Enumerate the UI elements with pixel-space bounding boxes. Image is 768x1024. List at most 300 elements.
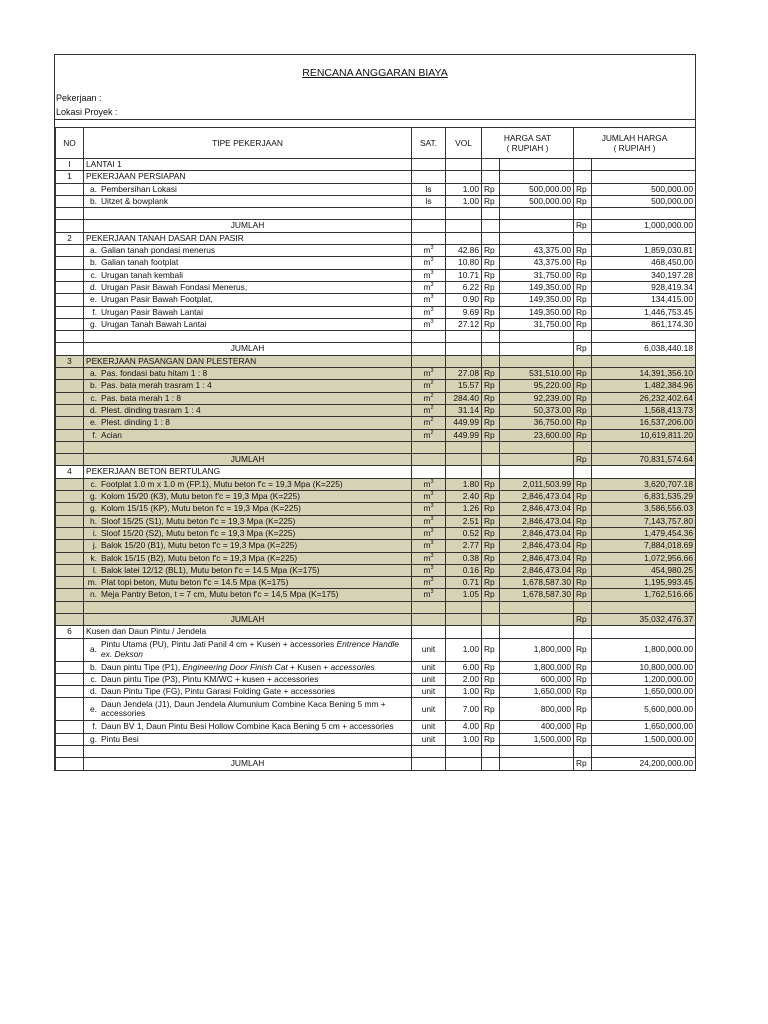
item-text xyxy=(101,257,178,268)
empty-cell xyxy=(500,466,574,478)
item-description-wrap xyxy=(86,686,409,697)
header-volume: VOL xyxy=(446,128,482,159)
unit-cell xyxy=(412,318,446,330)
empty-cell xyxy=(56,441,84,453)
item-description-wrap xyxy=(86,184,409,195)
empty-cell xyxy=(592,331,696,343)
empty-cell xyxy=(446,454,482,466)
item-description-wrap xyxy=(86,721,409,732)
volume: 0.90 xyxy=(446,294,482,306)
item-description xyxy=(84,698,412,721)
volume: 2.51 xyxy=(446,515,482,527)
total-currency: Rp xyxy=(574,515,592,527)
unit-exponent: 3 xyxy=(430,540,434,547)
unit: m xyxy=(423,503,431,514)
total-price: 340,197.28 xyxy=(592,269,696,281)
table-row xyxy=(56,686,696,698)
row-number xyxy=(56,269,84,281)
item-text xyxy=(101,686,335,697)
unit-exponent: 3 xyxy=(430,478,434,485)
empty-cell xyxy=(446,441,482,453)
empty-cell xyxy=(592,208,696,220)
item-letter: g. xyxy=(90,491,97,502)
unit-exponent: 3 xyxy=(430,552,434,559)
item-description xyxy=(84,195,412,207)
unit-exponent: 3 xyxy=(430,527,434,534)
unit: m xyxy=(423,552,431,563)
unit-cell xyxy=(412,245,446,257)
row-number xyxy=(56,515,84,527)
unit: m xyxy=(423,564,431,575)
item-label: Pintu Besi xyxy=(101,733,139,744)
volume: 6.00 xyxy=(446,661,482,673)
unit-cell xyxy=(412,478,446,490)
total-currency: Rp xyxy=(574,758,592,770)
row-number: 2 xyxy=(56,232,84,244)
price-currency: Rp xyxy=(482,281,500,293)
total-price: 1,762,516.66 xyxy=(592,589,696,601)
unit-cell xyxy=(412,577,446,589)
unit-cell xyxy=(412,673,446,685)
unit: m xyxy=(423,318,431,329)
unit: m xyxy=(423,515,431,526)
unit-price: 95,220.00 xyxy=(500,380,574,392)
empty-cell xyxy=(592,626,696,638)
empty-cell xyxy=(592,232,696,244)
empty-cell xyxy=(412,208,446,220)
item-description-wrap xyxy=(86,528,409,539)
item-text xyxy=(101,589,338,600)
table-row xyxy=(56,564,696,576)
item-text xyxy=(101,380,212,391)
total-currency: Rp xyxy=(574,552,592,564)
table-row xyxy=(56,478,696,490)
total-price: 26,232,402.64 xyxy=(592,392,696,404)
total-currency: Rp xyxy=(574,540,592,552)
volume: 10.80 xyxy=(446,257,482,269)
empty-cell xyxy=(446,746,482,758)
empty-cell xyxy=(592,441,696,453)
item-letter: i. xyxy=(92,527,97,538)
table-row xyxy=(56,698,696,721)
unit: m xyxy=(423,527,431,538)
price-currency: Rp xyxy=(482,478,500,490)
empty-cell xyxy=(482,613,500,625)
item-label: Pas. bata merah trasram 1 : 4 xyxy=(101,380,212,391)
total-currency: Rp xyxy=(574,564,592,576)
item-description-wrap xyxy=(86,257,409,268)
empty-cell xyxy=(56,331,84,343)
empty-cell xyxy=(500,220,574,232)
header-jumlah-harga xyxy=(574,128,696,159)
unit-exponent: 3 xyxy=(430,245,434,252)
unit-price: 23,600.00 xyxy=(500,429,574,441)
price-currency: Rp xyxy=(482,183,500,195)
row-number xyxy=(56,758,84,770)
empty-cell xyxy=(412,355,446,367)
item-description xyxy=(84,552,412,564)
item-description-wrap xyxy=(86,282,409,293)
total-currency: Rp xyxy=(574,721,592,733)
table-row xyxy=(56,540,696,552)
unit-exponent: 2 xyxy=(430,417,434,424)
unit: unit xyxy=(421,703,436,714)
volume: 1.00 xyxy=(446,195,482,207)
item-description xyxy=(84,257,412,269)
price-currency: Rp xyxy=(482,638,500,661)
unit-price: 1,500,000 xyxy=(500,733,574,745)
header-jumlah-line1: JUMLAH HARGA xyxy=(601,133,668,143)
item-text xyxy=(101,503,301,514)
item-description xyxy=(84,527,412,539)
total-currency: Rp xyxy=(574,589,592,601)
empty-cell xyxy=(446,355,482,367)
volume: 2.77 xyxy=(446,540,482,552)
item-label: Uitzet & bowplank xyxy=(101,195,169,206)
item-letter: b. xyxy=(90,257,97,268)
table-row xyxy=(56,552,696,564)
total-price: 7,884,018.69 xyxy=(592,540,696,552)
row-number xyxy=(56,673,84,685)
unit: m xyxy=(423,404,431,415)
row-number: 3 xyxy=(56,355,84,367)
item-letter: f. xyxy=(92,721,97,732)
table-row xyxy=(56,638,696,661)
item-label: Kolom 15/20 (K3), Mutu beton f'c = 19,3 Mpa (K=225) xyxy=(101,491,300,502)
unit-cell xyxy=(412,392,446,404)
subtotal-row xyxy=(56,343,696,355)
total-currency: Rp xyxy=(574,454,592,466)
item-label: Daun Pintu Tipe (FG), Pintu Garasi Folding Gate + accessories xyxy=(101,686,335,697)
item-text xyxy=(101,516,295,527)
empty-cell xyxy=(574,355,592,367)
section-title: Kusen dan Daun Pintu / Jendela xyxy=(84,626,412,638)
empty-cell xyxy=(482,601,500,613)
empty-cell xyxy=(500,331,574,343)
unit-cell xyxy=(412,368,446,380)
price-currency: Rp xyxy=(482,404,500,416)
item-letter: a. xyxy=(90,643,97,654)
item-description-wrap xyxy=(86,734,409,745)
total-price: 7,143,757.80 xyxy=(592,515,696,527)
table-header-row xyxy=(56,128,696,159)
total-price: 1,800,000.00 xyxy=(592,638,696,661)
item-text xyxy=(101,662,375,673)
subtotal-label: JUMLAH xyxy=(84,613,412,625)
item-description xyxy=(84,404,412,416)
item-label: Plat topi beton, Mutu beton f'c = 14.5 Mpa (K=175) xyxy=(101,577,289,588)
item-label-tail: + Kusen + xyxy=(287,661,331,672)
row-number xyxy=(56,257,84,269)
total-price: 1,446,753.45 xyxy=(592,306,696,318)
blank-row xyxy=(56,331,696,343)
unit-price: 1,800,000 xyxy=(500,638,574,661)
unit-cell xyxy=(412,527,446,539)
volume: 6.22 xyxy=(446,281,482,293)
item-letter: a. xyxy=(90,368,97,379)
item-description xyxy=(84,281,412,293)
item-description-wrap xyxy=(86,491,409,502)
unit-price: 149,350.00 xyxy=(500,306,574,318)
item-text xyxy=(101,307,203,318)
item-label: Pas. bata merah 1 : 8 xyxy=(101,392,182,403)
total-currency: Rp xyxy=(574,577,592,589)
unit-price: 2,846,473.04 xyxy=(500,540,574,552)
spacer-row xyxy=(55,119,695,127)
table-row xyxy=(56,195,696,207)
volume: 1.00 xyxy=(446,733,482,745)
pekerjaan-label: Pekerjaan : xyxy=(56,93,102,103)
item-letter: g. xyxy=(90,503,97,514)
total-price: 1,200,000.00 xyxy=(592,673,696,685)
total-price: 5,600,000.00 xyxy=(592,698,696,721)
table-row xyxy=(56,368,696,380)
volume: 4.00 xyxy=(446,721,482,733)
empty-cell xyxy=(500,355,574,367)
empty-cell xyxy=(482,159,500,171)
item-description xyxy=(84,733,412,745)
unit: m xyxy=(423,294,431,305)
total-price: 1,479,454.36 xyxy=(592,527,696,539)
item-description-wrap xyxy=(86,368,409,379)
section-row xyxy=(56,171,696,183)
item-label: Footplat 1.0 m x 1.0 m (FP.1), Mutu beton f'c = 19,3 Mpa (K=225) xyxy=(101,478,343,489)
item-description-wrap xyxy=(86,700,409,719)
unit: unit xyxy=(421,673,436,684)
item-text xyxy=(101,721,394,732)
unit-cell xyxy=(412,686,446,698)
empty-cell xyxy=(574,232,592,244)
item-letter: c. xyxy=(90,269,97,280)
row-number xyxy=(56,552,84,564)
item-letter: b. xyxy=(90,380,97,391)
empty-cell xyxy=(574,171,592,183)
empty-cell xyxy=(84,441,412,453)
empty-cell xyxy=(446,758,482,770)
subtotal-row xyxy=(56,758,696,770)
item-text xyxy=(101,540,297,551)
empty-cell xyxy=(592,466,696,478)
item-letter: a. xyxy=(90,183,97,194)
price-currency: Rp xyxy=(482,540,500,552)
total-currency: Rp xyxy=(574,392,592,404)
item-label: Galian tanah footplat xyxy=(101,257,179,268)
unit-price: 43,375.00 xyxy=(500,257,574,269)
item-label: Kolom 15/15 (KP), Mutu beton f'c = 19,3 Mpa (K=225) xyxy=(101,503,301,514)
item-letter: d. xyxy=(90,686,97,697)
total-currency: Rp xyxy=(574,491,592,503)
item-text xyxy=(101,734,139,745)
total-price: 468,450.00 xyxy=(592,257,696,269)
total-currency: Rp xyxy=(574,318,592,330)
unit-exponent: 3 xyxy=(430,589,434,596)
volume: 0.52 xyxy=(446,527,482,539)
item-description-wrap xyxy=(86,417,409,428)
table-row xyxy=(56,417,696,429)
item-description-wrap xyxy=(86,503,409,514)
table-row xyxy=(56,294,696,306)
empty-cell xyxy=(412,454,446,466)
section-title: PEKERJAAN PASANGAN DAN PLESTERAN xyxy=(84,355,412,367)
volume: 1.00 xyxy=(446,183,482,195)
empty-cell xyxy=(56,208,84,220)
row-number xyxy=(56,368,84,380)
row-number xyxy=(56,733,84,745)
price-currency: Rp xyxy=(482,195,500,207)
table-row xyxy=(56,673,696,685)
table-row xyxy=(56,577,696,589)
unit-cell xyxy=(412,491,446,503)
item-letter: d. xyxy=(90,281,97,292)
item-description xyxy=(84,269,412,281)
empty-cell xyxy=(412,159,446,171)
empty-cell xyxy=(482,208,500,220)
item-label: Urugan Pasir Bawah Fondasi Menerus, xyxy=(101,281,248,292)
total-currency: Rp xyxy=(574,294,592,306)
total-price: 1,195,993.45 xyxy=(592,577,696,589)
empty-cell xyxy=(482,343,500,355)
empty-cell xyxy=(56,746,84,758)
empty-cell xyxy=(574,159,592,171)
empty-cell xyxy=(412,746,446,758)
unit: m xyxy=(423,478,431,489)
volume: 9.69 xyxy=(446,306,482,318)
unit-price: 2,846,473.04 xyxy=(500,564,574,576)
price-currency: Rp xyxy=(482,368,500,380)
item-text xyxy=(101,282,247,293)
unit: m xyxy=(423,491,431,502)
empty-cell xyxy=(574,441,592,453)
item-description xyxy=(84,491,412,503)
item-letter: d. xyxy=(90,404,97,415)
unit-price: 36,750.00 xyxy=(500,417,574,429)
blank-row xyxy=(56,441,696,453)
price-currency: Rp xyxy=(482,552,500,564)
row-number xyxy=(56,429,84,441)
unit: m xyxy=(423,380,431,391)
empty-cell xyxy=(500,601,574,613)
subtotal-value: 6,038,440.18 xyxy=(592,343,696,355)
unit: unit xyxy=(421,643,436,654)
price-currency: Rp xyxy=(482,269,500,281)
empty-cell xyxy=(500,746,574,758)
unit: unit xyxy=(421,721,436,732)
item-label-italic-2: accessories xyxy=(330,661,375,672)
item-letter: c. xyxy=(90,478,97,489)
total-price: 454,980.25 xyxy=(592,564,696,576)
empty-cell xyxy=(482,626,500,638)
empty-cell xyxy=(500,626,574,638)
price-currency: Rp xyxy=(482,577,500,589)
total-currency: Rp xyxy=(574,380,592,392)
price-currency: Rp xyxy=(482,698,500,721)
volume: 1.26 xyxy=(446,503,482,515)
item-description-wrap xyxy=(86,245,409,256)
item-description-wrap xyxy=(86,516,409,527)
item-description xyxy=(84,515,412,527)
item-label: Pas. fondasi batu hitam 1 : 8 xyxy=(101,368,208,379)
empty-cell xyxy=(592,159,696,171)
total-price: 3,586,556.03 xyxy=(592,503,696,515)
item-letter: f. xyxy=(92,306,97,317)
item-letter: b. xyxy=(90,195,97,206)
item-label: Plest. dinding 1 : 8 xyxy=(101,417,170,428)
item-description xyxy=(84,686,412,698)
table-row xyxy=(56,306,696,318)
subtotal-value: 70,831,574.64 xyxy=(592,454,696,466)
item-text xyxy=(101,674,318,685)
total-currency: Rp xyxy=(574,343,592,355)
unit-exponent: 2 xyxy=(430,404,434,411)
table-row xyxy=(56,318,696,330)
item-label: Sloof 15/20 (S2), Mutu beton f'c = 19,3 Mpa (K=225) xyxy=(101,527,296,538)
unit: ls xyxy=(425,195,432,206)
total-currency: Rp xyxy=(574,478,592,490)
empty-cell xyxy=(446,208,482,220)
item-letter: a. xyxy=(90,245,97,256)
item-text xyxy=(101,368,207,379)
subtotal-label: JUMLAH xyxy=(84,454,412,466)
item-letter: c. xyxy=(90,673,97,684)
item-text xyxy=(101,430,122,441)
unit-price: 149,350.00 xyxy=(500,294,574,306)
header-no: NO xyxy=(56,128,84,159)
header-harga-satuan xyxy=(482,128,574,159)
unit: m xyxy=(423,245,431,256)
unit-price: 2,846,473.04 xyxy=(500,552,574,564)
empty-cell xyxy=(446,331,482,343)
volume: 0.38 xyxy=(446,552,482,564)
volume: 284.40 xyxy=(446,392,482,404)
unit-exponent: 2 xyxy=(430,392,434,399)
item-description-wrap xyxy=(86,393,409,404)
unit-cell xyxy=(412,638,446,661)
empty-cell xyxy=(482,746,500,758)
unit-exponent: 3 xyxy=(430,515,434,522)
total-currency: Rp xyxy=(574,661,592,673)
table-row xyxy=(56,491,696,503)
total-price: 1,482,384.96 xyxy=(592,380,696,392)
section-title: PEKERJAAN BETON BERTULANG xyxy=(84,466,412,478)
unit-cell xyxy=(412,661,446,673)
table-row xyxy=(56,245,696,257)
blank-row xyxy=(56,208,696,220)
item-description-wrap xyxy=(86,380,409,391)
document-title-row xyxy=(55,55,695,91)
volume: 7.00 xyxy=(446,698,482,721)
item-label: Galian tanah pondasi menerus xyxy=(101,245,216,256)
total-currency: Rp xyxy=(574,404,592,416)
item-label-italic: Engineering Door Finish Cat xyxy=(182,661,288,672)
empty-cell xyxy=(446,220,482,232)
blank-row xyxy=(56,601,696,613)
empty-cell xyxy=(446,466,482,478)
item-text xyxy=(101,417,170,428)
unit: m xyxy=(423,257,431,268)
total-currency: Rp xyxy=(574,257,592,269)
unit-exponent: 2 xyxy=(430,380,434,387)
row-number xyxy=(56,613,84,625)
unit: unit xyxy=(421,661,436,672)
item-description xyxy=(84,417,412,429)
item-text xyxy=(101,491,300,502)
subtotal-value: 1,000,000.00 xyxy=(592,220,696,232)
item-text xyxy=(101,196,168,207)
table-row xyxy=(56,404,696,416)
subtotal-row xyxy=(56,454,696,466)
item-description-wrap xyxy=(86,577,409,588)
item-letter: n. xyxy=(90,589,97,600)
